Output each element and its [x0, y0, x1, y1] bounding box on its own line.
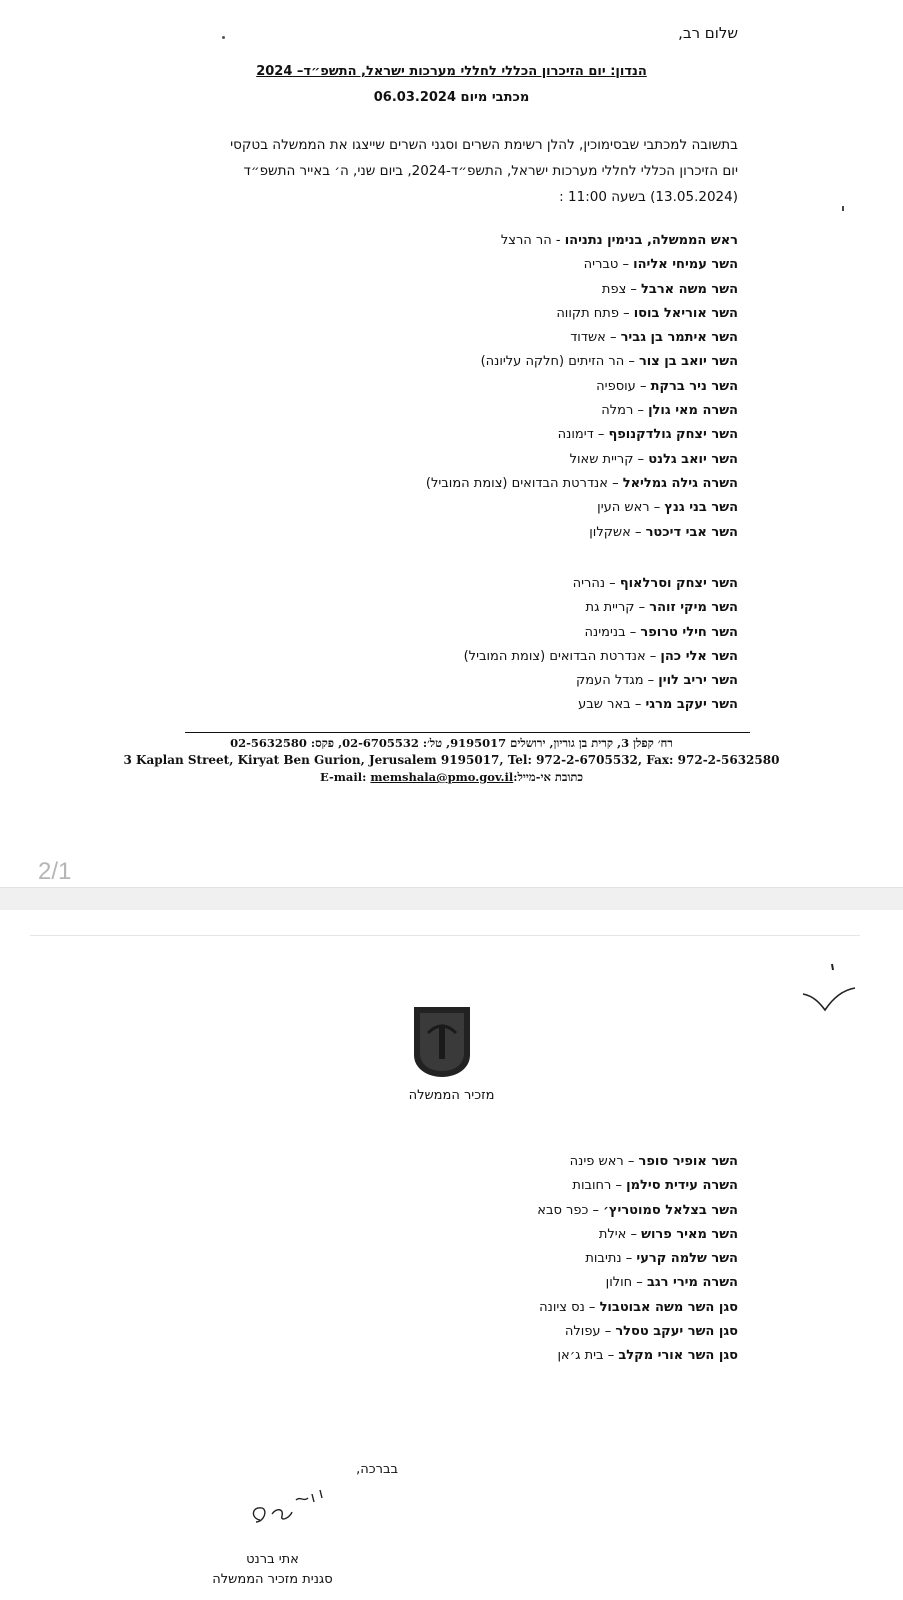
- subject-line: הנדון: יום הזיכרון הכללי לחללי מערכות ישראל, התשפ״ד– 2024: [256, 64, 647, 79]
- footer-email-line: [0, 770, 903, 784]
- minister-name: השר בני גנץ: [664, 500, 738, 516]
- ceremony-location: – רחובות: [572, 1178, 627, 1194]
- minister-name: ראש הממשלה, בנימין נתניהו: [564, 233, 738, 248]
- minister-entry: [426, 375, 738, 399]
- intro-line: (13.05.2024) בשעה 11:00 :: [559, 189, 738, 205]
- minister-entry: [426, 253, 738, 277]
- minister-entry: [426, 399, 738, 423]
- page-2-top-edge: [30, 935, 860, 936]
- ministers-list-b: [464, 572, 738, 718]
- minister-entry: [537, 1199, 738, 1223]
- ceremony-location: – כפר סבא: [537, 1202, 604, 1218]
- ceremony-location: – בנימינה: [584, 624, 641, 640]
- minister-name: השר איתמר בן גביר: [620, 330, 738, 346]
- page-separator: [0, 887, 903, 910]
- office-title: מזכיר הממשלה: [408, 1088, 495, 1103]
- minister-entry: [537, 1344, 738, 1368]
- minister-name: השר מיקי זוהר: [649, 600, 738, 616]
- ceremony-location: – אשקלון: [589, 524, 646, 540]
- minister-name: השר יריב לוין: [658, 673, 738, 689]
- minister-entry: [537, 1174, 738, 1198]
- minister-name: השר שלמה קרעי: [636, 1251, 738, 1267]
- minister-name: סגן השר משה אבוטבול: [599, 1299, 738, 1315]
- email-label: כתובת אי-מייל:: [513, 770, 584, 784]
- minister-entry: [464, 693, 738, 717]
- minister-name: השר מאיר פרוש: [641, 1226, 738, 1242]
- minister-entry: [537, 1150, 738, 1174]
- handwritten-tick-mark: [795, 950, 865, 1020]
- minister-entry: [464, 596, 738, 620]
- minister-entry: [426, 496, 738, 520]
- minister-entry: [426, 350, 738, 374]
- minister-entry: [537, 1296, 738, 1320]
- minister-entry: [426, 326, 738, 350]
- minister-name: השרה עידית סילמן: [626, 1178, 738, 1194]
- ceremony-location: – חולון: [605, 1275, 647, 1291]
- ceremony-location: – אשדוד: [570, 330, 621, 346]
- signer-name: אתי ברנט: [246, 1552, 299, 1567]
- signer-title: סגנית מזכיר הממשלה: [212, 1572, 333, 1587]
- closing-greeting: בברכה,: [356, 1462, 398, 1477]
- minister-name: השרה גילה גמליאל: [622, 475, 738, 491]
- ceremony-location: – ראש העין: [597, 500, 665, 516]
- minister-name: השר יצחק וסרלאוף: [619, 576, 738, 591]
- ceremony-location: – באר שבע: [578, 697, 646, 713]
- minister-entry: [426, 302, 738, 326]
- ceremony-location: – עפולה: [564, 1324, 616, 1340]
- minister-name: סגן השר יעקב טסלר: [615, 1324, 738, 1340]
- ceremony-location: – קריית גת: [585, 600, 650, 616]
- ceremony-location: – הר הזיתים (חלקה עליונה): [480, 354, 639, 370]
- ceremony-location: – פתח תקווה: [556, 305, 634, 321]
- minister-entry: [426, 472, 738, 496]
- ceremony-location: – אילת: [598, 1226, 642, 1242]
- ceremony-location: – טבריה: [583, 257, 634, 273]
- minister-name: השר חילי טרופר: [640, 624, 738, 640]
- minister-entry: [537, 1271, 738, 1295]
- ceremony-location: – קריית שאול: [569, 451, 649, 467]
- minister-name: השר אלי כהן: [660, 648, 738, 664]
- page-indicator: 2/1: [38, 858, 72, 885]
- minister-name: השר אבי דיכטר: [645, 524, 738, 540]
- minister-name: השרה מאי גולן: [648, 403, 738, 419]
- intro-line: יום הזיכרון הכללי לחללי מערכות ישראל, התשפ״ד-2024, ביום שני, ה׳ באייר התשפ״ד: [243, 163, 738, 179]
- ceremony-location: – בית ג׳אן: [557, 1348, 619, 1364]
- email-prefix: E-mail:: [319, 770, 371, 784]
- intro-line: בתשובה למכתבי שבסימוכין, להלן רשימת השרים וסגני השרים שייצגו את הממשלה בטקסי: [230, 137, 738, 153]
- reference-date: מכתבי מיום 06.03.2024: [373, 90, 530, 105]
- minister-entry: [537, 1247, 738, 1271]
- state-emblem-icon: [410, 1003, 474, 1079]
- footer-divider: [185, 732, 750, 733]
- ceremony-location: – אנדרטת הבדואים (צומת המוביל): [425, 475, 623, 491]
- minister-entry: [426, 229, 738, 253]
- footer-hebrew-address: רח׳ קפלן 3, קרית בן גוריון, ירושלים 9195017, טל׳: 02-6705532, פקס: 02-5632580: [230, 736, 673, 750]
- ceremony-location: – צפת: [601, 281, 642, 297]
- ceremony-location: – נהריה: [572, 576, 620, 591]
- scan-speck: [222, 36, 225, 39]
- greeting: שלום רב,: [678, 24, 738, 42]
- footer-english-address: 3 Kaplan Street, Kiryat Ben Gurion, Jerusalem 9195017, Tel: 972-2-6705532, Fax: 972-2-5632580: [123, 753, 780, 767]
- minister-name: השר יצחק גולדקנופף: [608, 427, 738, 443]
- email-link[interactable]: memshala@pmo.gov.il: [370, 770, 514, 784]
- ceremony-location: – נס ציונה: [539, 1299, 600, 1315]
- minister-name: השר יואב בן צור: [638, 354, 738, 370]
- ministers-list-c: [537, 1150, 738, 1369]
- minister-name: השר יואב גלנט: [648, 451, 738, 467]
- minister-name: השר משה ארבל: [641, 281, 738, 297]
- minister-name: השר עמיחי אליהו: [633, 257, 738, 273]
- ceremony-location: – עוספיה: [596, 378, 651, 394]
- minister-entry: [426, 448, 738, 472]
- minister-name: השר אופיר סופר: [638, 1154, 738, 1169]
- ceremony-location: - הר הרצל: [500, 233, 565, 248]
- minister-entry: [464, 572, 738, 596]
- ceremony-location: – דימונה: [557, 427, 609, 443]
- minister-name: השר ניר ברקת: [650, 378, 738, 394]
- minister-name: סגן השר אורי מקלב: [618, 1348, 738, 1364]
- minister-entry: [426, 521, 738, 545]
- minister-entry: [537, 1320, 738, 1344]
- minister-entry: [426, 278, 738, 302]
- minister-entry: [426, 423, 738, 447]
- minister-name: השרה מירי רגב: [646, 1275, 738, 1291]
- minister-entry: [464, 669, 738, 693]
- ceremony-location: – רמלה: [601, 403, 649, 419]
- handwritten-signature: [238, 1478, 348, 1538]
- ceremony-location: – נתיבות: [585, 1251, 637, 1267]
- minister-name: השר יעקב מרגי: [645, 697, 738, 713]
- ceremony-location: – אנדרטת הבדואים (צומת המוביל): [463, 648, 661, 664]
- minister-entry: [464, 645, 738, 669]
- ministers-list-a: [426, 229, 738, 545]
- minister-entry: [537, 1223, 738, 1247]
- scan-speck: [842, 206, 844, 211]
- minister-entry: [464, 621, 738, 645]
- minister-name: השר בצלאל סמוטריץ׳: [603, 1202, 738, 1218]
- minister-name: השר אוריאל בוסו: [633, 305, 738, 321]
- ceremony-location: – ראש פינה: [569, 1154, 639, 1169]
- ceremony-location: – מגדל העמק: [576, 673, 659, 689]
- intro-paragraph: [138, 132, 738, 210]
